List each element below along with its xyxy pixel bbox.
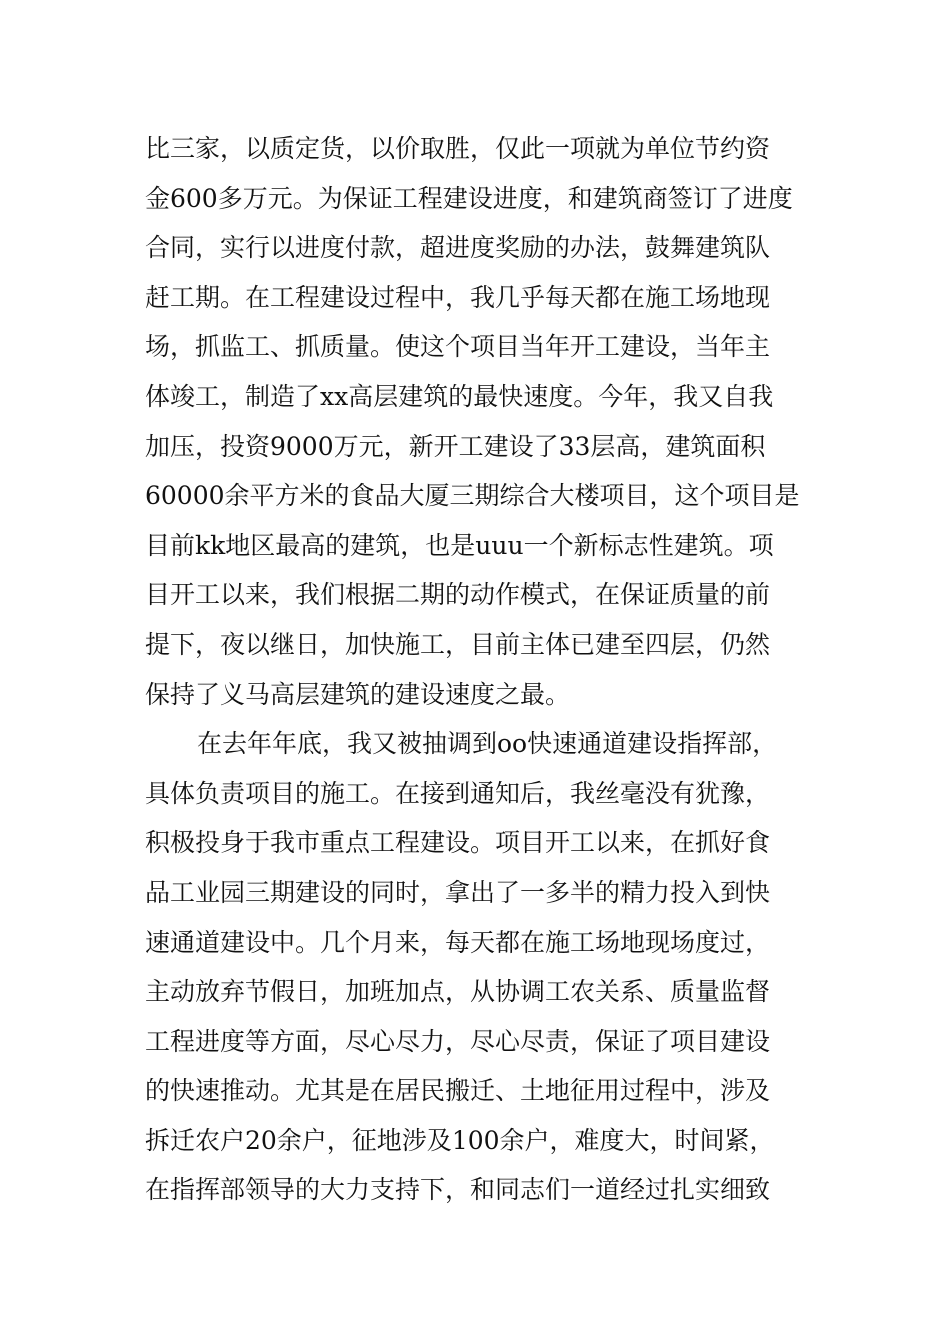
text-line: 体竣工，制造了xx高层建筑的最快速度。今年，我又自我: [145, 381, 774, 411]
text-line: 拆迁农户20余户，征地涉及100余户，难度大，时间紧，: [145, 1125, 775, 1155]
text-line: 速通道建设中。几个月来，每天都在施工场地现场度过，: [145, 927, 771, 957]
text-line: 在指挥部领导的大力支持下，和同志们一道经过扎实细致: [145, 1175, 771, 1205]
text-line: 提下，夜以继日，加快施工，目前主体已建至四层，仍然: [145, 629, 771, 659]
text-line: 金600多万元。为保证工程建设进度，和建筑商签订了进度: [145, 183, 793, 213]
paragraph-1: [145, 124, 810, 719]
text-line: 目前kk地区最高的建筑，也是uuu一个新标志性建筑。项: [145, 530, 774, 560]
text-line: 加压，投资9000万元，新开工建设了33层高，建筑面积: [145, 431, 766, 461]
paragraph-2: [145, 719, 810, 1215]
text-line: 合同，实行以进度付款，超进度奖励的办法，鼓舞建筑队: [145, 233, 771, 263]
text-line: 60000余平方米的食品大厦三期综合大楼项目，这个项目是: [145, 481, 800, 511]
text-line: 保持了义马高层建筑的建设速度之最。: [145, 679, 571, 709]
text-line: 工程进度等方面，尽心尽力，尽心尽责，保证了项目建设: [145, 1026, 771, 1056]
text-line: 赶工期。在工程建设过程中，我几乎每天都在施工场地现: [145, 282, 771, 312]
text-line: 的快速推动。尤其是在居民搬迁、土地征用过程中，涉及: [145, 1076, 771, 1106]
text-line: 场，抓监工、抓质量。使这个项目当年开工建设，当年主: [145, 332, 771, 362]
text-line: 具体负责项目的施工。在接到通知后，我丝毫没有犹豫，: [145, 778, 771, 808]
text-line: 品工业园三期建设的同时，拿出了一多半的精力投入到快: [145, 877, 771, 907]
text-line: 在去年年底，我又被抽调到oo快速通道建设指挥部，: [197, 729, 778, 759]
text-line: 主动放弃节假日，加班加点，从协调工农关系、质量监督: [145, 977, 771, 1007]
text-line: 比三家，以质定货，以价取胜，仅此一项就为单位节约资: [145, 134, 771, 163]
text-line: 积极投身于我市重点工程建设。项目开工以来，在抓好食: [145, 828, 771, 858]
document-body: [145, 124, 810, 1215]
text-line: 目开工以来，我们根据二期的动作模式，在保证质量的前: [145, 580, 771, 610]
